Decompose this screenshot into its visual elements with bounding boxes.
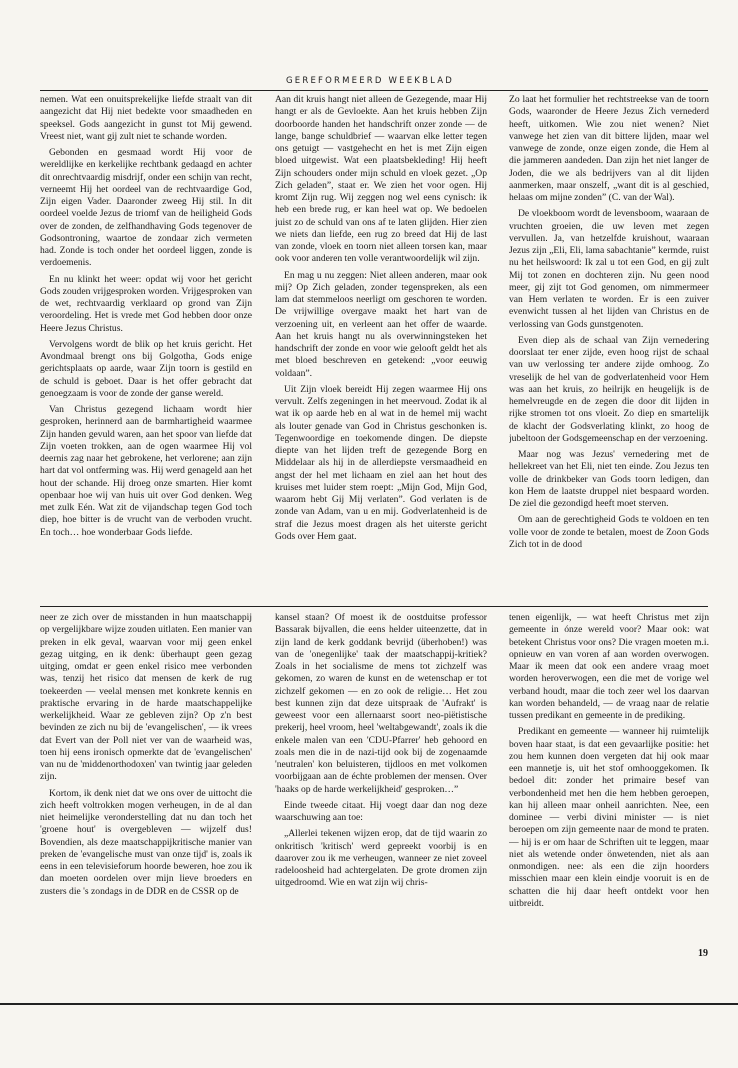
paragraph: Van Christus gezegend lichaam wordt hier gesproken, herinnerd aan de barmhartigheid waarmee Zijn handen gevuld waren, aan het spoor van liefde dat Zijn voeten trokken, aan de ogen waarmee Hij vol deernis zag naar het gebrokene, het verlorene; aan zijn hart dat vol ontferming was. Hij werd genageld aan het hout der schande. Hij droeg onze smarten. Hier komt openbaar hoe wij van huis uit over God denken. Weg met zulk Eén. Wat zit de vijandschap tegen God toch diep, hoe bitter is de vrucht van de verboden vrucht. En toch… hoe wonderbaar Gods liefde.: [40, 404, 252, 538]
paragraph: neer ze zich over de misstanden in hun maatschappij op vergelijkbare wijze zouden uitlaten. Een manier van preken in elk geval, waarvan voor mij geen enkel gezag uitging, en ik denk: überhaupt geen gezag uitging, omdat er geen enkel risico mee verbonden was, tenzij het risico dat mensen de kerk de rug toekeerden — veelal mensen met konkrete kennis en praktische ervaring in de harde maatschappelijke werkelijkheid. Waar ze gebleven zijn? Op z'n best bevinden ze zich nu bij de 'evangelischen', — ik vrees dat Evert van der Poll niet ver van de waarheid was, toen hij eens ironisch opmerkte dat de 'evangelischen' van nu de 'middenorthodoxen' van twintig jaar geleden zijn.: [40, 612, 252, 783]
header-rule: [40, 90, 708, 91]
paragraph: „Allerlei tekenen wijzen erop, dat de tijd waarin zo onkritisch 'kritisch' werd gepreekt voorbij is en daarover zou ik me verheugen, wanneer ze niet zoveel radeloosheid had achtergelaten. De grote dromen zijn uitgedroomd. Wie en wat zijn wij chris-: [275, 828, 487, 889]
paragraph: Uit Zijn vloek bereidt Hij zegen waarmee Hij ons vervult. Zelfs zegeningen in het meervoud. Zodat ik al wat ik op aarde heb en al wat in de hemel mij wacht als louter genade van God in Christus geschonken is. Tegenwoordige en toekomende dingen. De diepste diepte van het lijden treft de gezegende Borg en Middelaar als hij in de allerdiepste versmaadheid en angst der hel met lichaam en ziel aan het hout des kruises met luider stem roept: „Mijn God, Mijn God, waarom hebt Gij Mij verlaten”. God verlaten is de zonde van Adam, van u en mij. Godverlatenheid is de straf die Jezus moest dragen als het uiterste gericht Gods over Hem gaat.: [275, 383, 487, 542]
paragraph: kansel staan? Of moest ik de oostduitse professor Bassarak bijvallen, die eens helder uiteenzette, dat in zijn land de kerk goddank bevrijd (überhoben!) was van de 'onegenlijke' taak der maatschappij-kritiek? Zoals in het socialisme de mens tot zichzelf was gekomen, zo waren de kunst en de wetenschap er tot zichzelf gekomen — en zo ook de religie… Het zou best kunnen zijn dat deze uitspraak de 'Aufrakt' is geweest voor een allernaarst soort neo-piëtistische prekerij, heel vroom, heel 'weltabgewandt', zoals ik die enkele malen van een 'CDU-Pfarrer' heb gehoord en zoals men die in de nazi-tijd ook bij de zogenaamde 'neutralen' kon beluisteren, tijdloos en met volkomen voorbijgaan aan de échte problemen der mensen. Over 'haaks op de harde werkelijkheid' gesproken…”: [275, 612, 487, 795]
paragraph: De vloekboom wordt de levensboom, waaraan de vruchten groeien, die uw leven met zegen vervullen. Ja, van hetzelfde kruishout, waaraan Jezus zijn „Eli, Eli, lama sabachtanie” kermde, ruist nu het heilswoord: Ik zal u tot een God, en gij zult Mij tot zonen en dochteren zijn. Nu geen nood meer, gij zijt tot God genomen, om nimmermeer van Hem verlaten te worden. Er is een zuiver evenwicht tussen al het lijden van Christus en de verlossing van Gods gunstgenoten.: [509, 208, 709, 330]
paragraph: Even diep als de schaal van Zijn vernedering doorslaat ter ener zijde, even hoog rijst de schaal van uw verlossing ter andere zijde omhoog. Zo vreselijk de hel van de godverlatenheid voor Hem was aan het kruis, zo heilrijk en heugelijk is de hemelvreugde en de zegen die door dit lijden in rijke stromen tot ons vloeit. Zo diep en smartelijk de klacht der Godsverlating klinkt, zo hoog de jubeltoon der Godsgemeenschap en der verzoening.: [509, 334, 709, 444]
paragraph: En mag u nu zeggen: Niet alleen anderen, maar ook mij? Op Zich geladen, zonder tegenspreken, als een lam dat stemmeloos neerligt om geschoren te worden. De vrijwillige overgave maakt het hart van de verzoening uit, en verleent aan het offer de waarde. Aan het kruis hangt nu als overwinningsteken het handschrift der zonde en voor wie gelooft geldt het als met bloed beschreven en getekend: „voor eeuwig voldaan”.: [275, 269, 487, 379]
top-column-3: [509, 94, 709, 602]
footer-rule: [0, 1003, 738, 1005]
bottom-column-3: [509, 612, 709, 964]
paragraph: tenen eigenlijk, — wat heeft Christus met zijn gemeente in ónze wereld voor? Maar ook: wat betekent Christus voor ons? Die vragen moeten m.i. opnieuw en van voren af aan worden overwogen. Maar ik meen dat ook een andere vraag moet worden heroverwogen, een die met de vorige wel verband houdt, maar die toch zeer wel los daarvan kan worden behandeld, — de vraag naar de relatie tussen predikant en gemeente in de prediking.: [509, 612, 709, 721]
paragraph: Gebonden en gesmaad wordt Hij voor de wereldlijke en kerkelijke rechtbank gedaagd en achter dit onrechtvaardig misdrijf, onder een schijn van recht, verneemt Hij het oordeel van de rechtvaardige God, Zijn eigen Vader. Daaronder zweeg Hij stil. In dit oordeel voelde Jezus de triomf van de heiligheid Gods over de zonden, de zelfhandhaving Gods tegenover de Godsontroning, waartoe de zondaar zich vermeten had. Zonde is toch onder het oordeel liggen, zonde is verdoemenis.: [40, 147, 252, 269]
paragraph: Predikant en gemeente — wanneer hij ruimtelijk boven haar staat, is dat een gevaarlijke positie: het zou hem kunnen doen vergeten dat hij ook maar een mannetje is, uit het stof omhooggekomen. Ik bedoel dit: zonder het primaire besef van verbondenheid met hen die hem hebben geroepen, kan hij alleen maar onheil aanrichten. Nee, een dominee — verbi divini minister — is niet beroepen om zijn gemeente naar de mond te praten. — hij is er om haar de Schriften uit te leggen, maar niet als wetende onder önwetenden, niet als aan onmondigen. nee: als een die zijn hoorders misschien maar een klein eindje vooruit is en de schatten die hij daar heeft ontdekt voor hen uitbreidt.: [509, 726, 709, 909]
top-column-1: [40, 94, 252, 602]
page-number: 19: [698, 948, 708, 959]
top-column-2: [275, 94, 487, 602]
paragraph: Aan dit kruis hangt niet alleen de Gezegende, maar Hij hangt er als de Gevloekte. Aan het kruis hebben Zijn doorboorde handen het handschrift onzer zonde — de lange, bange schuldbrief — waarvan elke letter tegen ons getuigt — vastgehecht en het is met Zijn eigen bloed uitgewist. Wat een plaatsbekleding! Hij heeft Zijn schouders onder mijn schuld en vloek gezet. „Op Zich geladen”, staat er. We zien het voor ogen. Hij kromt Zijn rug. Wij zeggen nog wel eens cynisch: ik heb een brede rug, er kan heel wat op. We bedoelen juist zo de schuld van ons af te laten glijden. Hier zien we niets dan liefde, een rug zo breed dat Hij de last van zonde, vloek en toorn niet alleen torsen kan, maar ook voor anderen ten volle verantwoordelijk wil zijn.: [275, 94, 487, 265]
paragraph: En nu klinkt het weer: opdat wij voor het gericht Gods zouden vrijgesproken worden. Vrijgesproken van de wet, rechtvaardig verklaard op grond van Zijn veroordeling. Het is vrede met God hebben door onze Heere Jezus Christus.: [40, 273, 252, 334]
bottom-column-1: [40, 612, 252, 964]
bottom-column-2: [275, 612, 487, 964]
paragraph: nemen. Wat een onuitsprekelijke liefde straalt van dit aangezicht dat Hij niet bedekte voor smaadheden en speeksel. Gods aangezicht in gunst tot Mij gewend. Vreest niet, want gij zult niet te schande worden.: [40, 94, 252, 142]
paragraph: Einde tweede citaat. Hij voegt daar dan nog deze waarschuwing aan toe:: [275, 799, 487, 823]
section-divider: [40, 606, 708, 607]
paragraph: Maar nog was Jezus' vernedering met de hellekreet van het Eli, niet ten einde. Zou Jezus ten volle de drinkbeker van Gods toorn ledigen, dan kon Hem de laatste druppel niet bespaard worden. De ziel die gezondigd heeft moet sterven.: [509, 449, 709, 509]
paragraph: Zo laat het formulier het rechtstreekse van de toorn Gods, waaronder de Heere Jezus Zich vernederd heeft, uitkomen. Wie zou niet wenen? Niet vanwege het zien van dit bittere lijden, maar wel vanwege de zonde, onze eigen zonde, die Hem al die jammeren aandeden. Dan zijn het niet langer de Joden, die we als bedrijvers van al dit lijden aanmerken, maar onszelf, „want dit is al geschied, helaas om mijne zonden” (C. van der Wal).: [509, 94, 709, 203]
paragraph: Kortom, ik denk niet dat we ons over de uittocht die zich heeft voltrokken mogen verheugen, in de al dan niet heimelijke veronderstelling dat nu dan toch het 'groene hout' is overgebleven — wijzelf dus! Bovendien, als deze maatschappijkritische manier van preken de 'evangelische must van onze tijd' is, zoals ik eens in een televisieforum hoorde beweren, hoe zou ik dan moeten oordelen over mijn lieve broeders en zusters die 's zondags in de DDR en de CSSR op de: [40, 787, 252, 897]
page-header-title: GEREFORMEERD WEEKBLAD: [286, 76, 454, 86]
paragraph: Vervolgens wordt de blik op het kruis gericht. Het Avondmaal brengt ons bij Golgotha, Gods enige gerichtsplaats op aarde, waar Zijn toorn is gestild en de schuld is geboet. Daar is het offer gebracht dat genoegzaam is voor de zonde der ganse wereld.: [40, 338, 252, 399]
paragraph: Om aan de gerechtigheid Gods te voldoen en ten volle voor de zonde te betalen, moest de Zoon Gods Zich tot in de dood: [509, 514, 709, 550]
